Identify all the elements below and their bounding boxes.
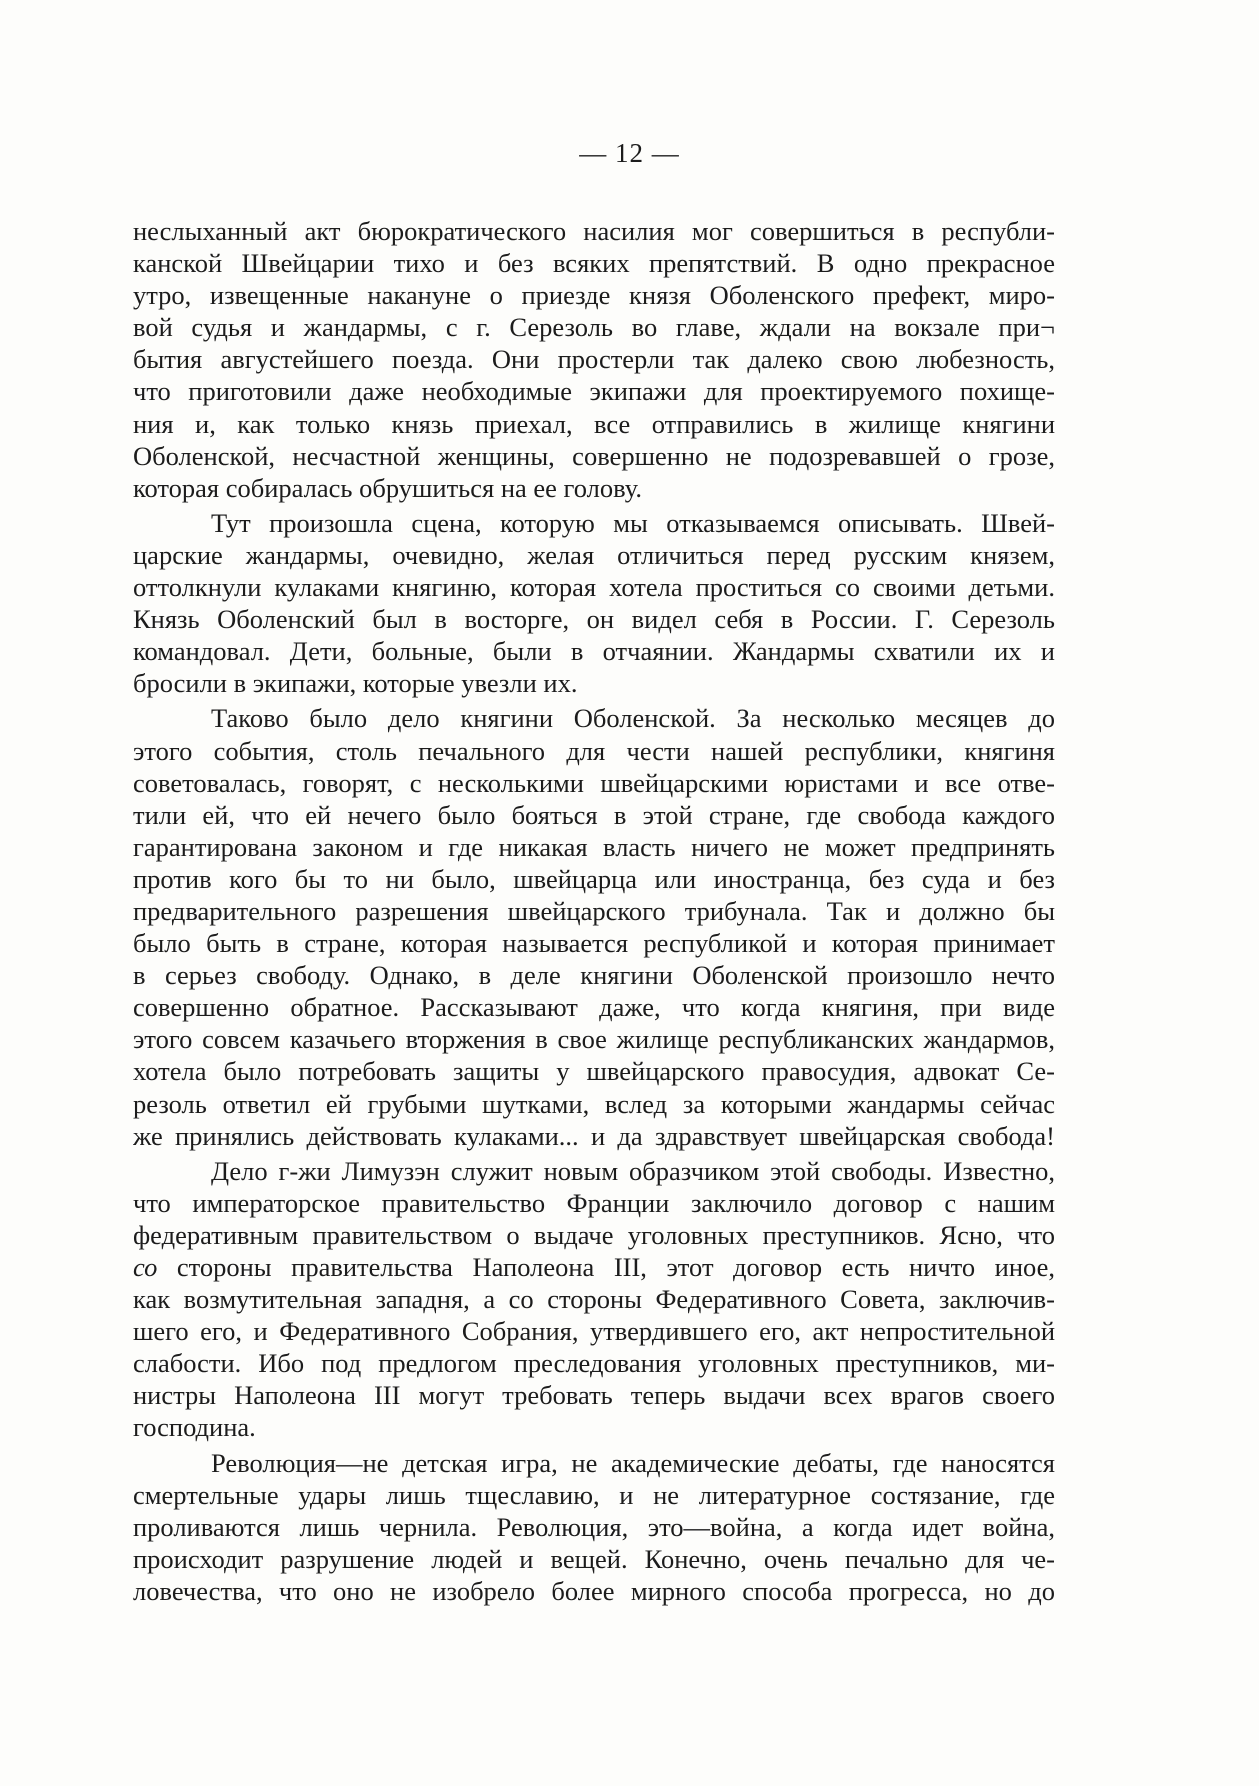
text-line: господина. <box>133 1412 256 1443</box>
text-line: было быть в стране, которая называется республикой и которая принимает <box>133 928 1055 959</box>
text-line: хотела было потребовать защиты у швейцарского правосудия, адвокат Се- <box>133 1056 1055 1087</box>
paragraph-first-line: Таково было дело княгини Оболенской. За несколько месяцев до <box>211 703 1055 734</box>
text-line: резоль ответил ей грубыми шутками, вслед за которыми жандармы сейчас <box>133 1088 1055 1119</box>
text-line: Князь Оболенский был в восторге, он видел себя в России. Г. Серезоль <box>133 604 1055 635</box>
text-line: бросили в экипажи, которые увезли их. <box>133 668 578 699</box>
text-line: ловечества, что оно не изобрело более мирного способа прогресса, но до <box>133 1575 1055 1606</box>
text-line: что приготовили даже необходимые экипажи для проектируемого похище- <box>133 376 1055 407</box>
text-line: утро, извещенные накануне о приезде князя Оболенского префект, миро- <box>133 280 1055 311</box>
text-line: этого события, столь печального для чести нашей республики, княгиня <box>133 735 1055 766</box>
text-line: канской Швейцарии тихо и без всяких препятствий. В одно прекрасное <box>133 248 1055 279</box>
text-line: тили ей, что ей нечего было бояться в этой стране, где свобода каждого <box>133 799 1055 830</box>
text-line: Оболенской, несчастной женщины, совершенно не подозревавшей о грозе, <box>133 440 1055 471</box>
text-line: что императорское правительство Франции заключило договор с нашим <box>133 1187 1055 1218</box>
text-line: оттолкнули кулаками княгиню, которая хотела проститься со своими детьми. <box>133 572 1055 603</box>
page-number: — 12 — <box>579 138 680 168</box>
text-line: советовалась, говорят, с несколькими швейцарскими юристами и все отве- <box>133 767 1055 798</box>
text-line: против кого бы то ни было, швейцарца или иностранца, без суда и без <box>133 863 1055 894</box>
paragraph-first-line: Дело г-жи Лимузэн служит новым образчиком этой свободы. Известно, <box>211 1155 1055 1186</box>
text-line: гарантирована законом и где никакая власть ничего не может предпринять <box>133 831 1055 862</box>
text-line: неслыханный акт бюрократического насилия мог совершиться в республи- <box>133 216 1055 246</box>
document-body <box>133 215 1055 1607</box>
text-line: командовал. Дети, больные, были в отчаянии. Жандармы схватили их и <box>133 636 1055 667</box>
italic-word: со <box>133 1252 158 1282</box>
text-line: смертельные удары лишь тщеславию, и не литературное состязание, где <box>133 1479 1055 1510</box>
text-line: проливаются лишь чернила. Революция, это—война, а когда идет война, <box>133 1511 1055 1542</box>
text-line: федеративным правительством о выдаче уголовных преступников. Ясно, что <box>133 1219 1055 1250</box>
text-line: как возмутительная западня, а со стороны Федеративного Совета, заключив- <box>133 1284 1055 1315</box>
text-line: предварительного разрешения швейцарского трибунала. Так и должно бы <box>133 895 1055 926</box>
text-line <box>133 1251 1055 1283</box>
text-line: нистры Наполеона III могут требовать теперь выдачи всех врагов своего <box>133 1380 1055 1411</box>
text-line: этого совсем казачьего вторжения в свое жилище республиканских жандармов, <box>133 1024 1055 1055</box>
paragraph-first-line: Революция—не детская игра, не академические дебаты, где наносятся <box>211 1447 1055 1478</box>
text-line: шего его, и Федеративного Собрания, утвердившего его, акт непростительной <box>133 1316 1055 1347</box>
text-line: происходит разрушение людей и вещей. Конечно, очень печально для че- <box>133 1543 1055 1574</box>
text-line: в серьез свободу. Однако, в деле княгини Оболенской произошло нечто <box>133 960 1055 991</box>
paragraph-first-line: Тут произошла сцена, которую мы отказываемся описывать. Швей- <box>211 507 1055 538</box>
text-line: ния и, как только князь приехал, все отправились в жилище княгини <box>133 408 1055 439</box>
text-line: совершенно обратное. Рассказывают даже, что когда княгиня, при виде <box>133 992 1055 1023</box>
text-line: которая собиралась обрушиться на ее голову. <box>133 472 642 503</box>
text-line-rest: стороны правительства Наполеона III, этот договор есть ничто иное, <box>157 1252 1055 1282</box>
text-line: вой судья и жандармы, с г. Серезоль во главе, ждали на вокзале при¬ <box>133 312 1055 343</box>
text-line: слабости. Ибо под предлогом преследования уголовных преступников, ми- <box>133 1348 1055 1379</box>
text-line: же принялись действовать кулаками... и да здравствует швейцарская свобода! <box>133 1120 1055 1151</box>
text-line: царские жандармы, очевидно, желая отличиться перед русским князем, <box>133 539 1055 570</box>
text-line: бытия августейшего поезда. Они простерли так далеко свою любезность, <box>133 344 1055 375</box>
